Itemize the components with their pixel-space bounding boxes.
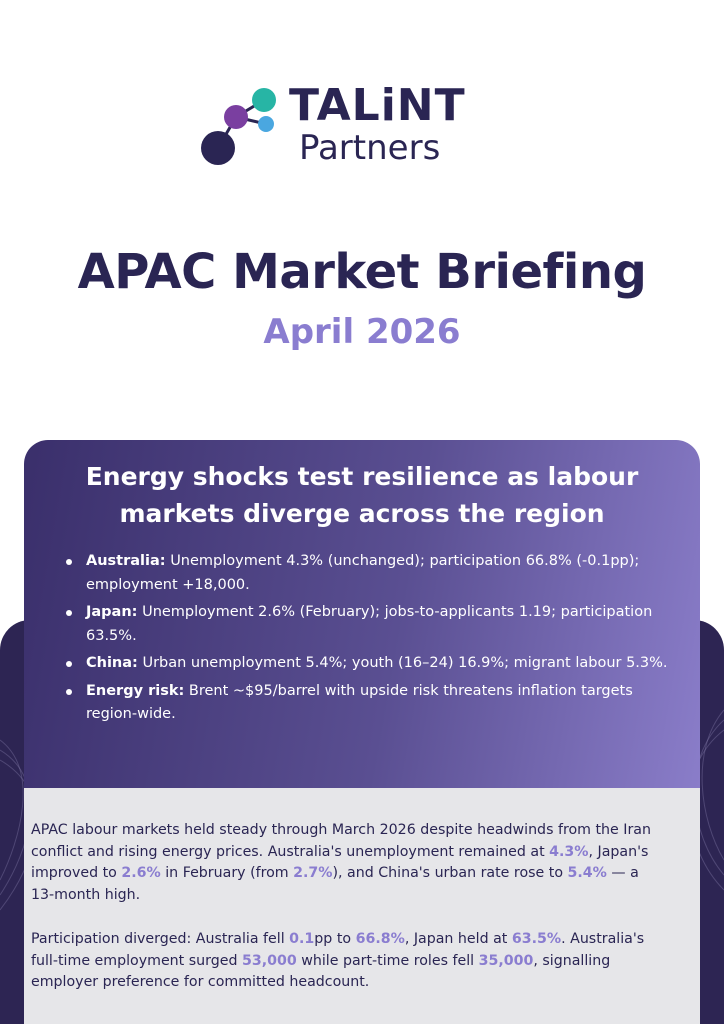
page-subtitle: April 2026 [263,312,461,352]
logo-molecule-icon [196,82,286,172]
card-header-gradient [24,440,700,788]
card-headline: Energy shocks test resilience as labour markets diverge across the region [85,462,639,528]
highlight-value: 53,000 [241,952,297,969]
bullet-dot-icon [66,610,72,616]
paragraph-text: , Japan held at [404,931,512,947]
paragraph-text: — a 13-month high. [31,865,639,903]
page-title: APAC Market Briefing [77,244,647,300]
bullet-label: Energy risk: [86,682,185,699]
paragraph-text: ), and China's urban rate rose to [332,865,568,881]
logo-name-line2: Partners [299,128,441,168]
summary-paragraph-1 [31,820,651,906]
bullet-text: Brent ~$95/barrel with upside risk threatens inflation targets region-wide. [86,682,633,722]
list-item-australia [64,550,674,597]
bullet-dot-icon [66,661,72,667]
bullet-label: Australia: [86,553,166,569]
bullet-text: Unemployment 2.6% (February); jobs-to-applicants 1.19; participation 63.5%. [86,604,653,644]
bullet-dot-icon [66,559,72,565]
list-item-energy-risk [64,680,674,727]
paragraph-text: , Japan's improved to [31,843,649,881]
highlight-value: 66.8% [355,931,405,947]
highlight-value: 2.6% [121,865,161,881]
list-item-japan [64,601,674,648]
highlight-value: 5.4% [567,865,607,881]
paragraph-text: Participation diverged: Australia fell [31,931,290,947]
paragraph-text: in February (from [160,865,294,881]
bullet-dot-icon [66,689,72,695]
paragraph-text: pp to [314,931,356,947]
summary-paragraph-2 [31,929,651,994]
paragraph-text: , signalling employer preference for committed headcount. [31,952,611,990]
key-stats-list [64,550,674,731]
highlight-value: 0.1 [289,931,315,947]
bullet-label: Japan: [86,604,138,620]
highlight-value: 63.5% [511,931,562,947]
highlight-value: 4.3% [549,843,589,860]
paragraph-text: . Australia's full-time employment surged [31,931,645,969]
list-item-china [64,652,674,676]
highlight-value: 2.7% [293,865,333,881]
bullet-text: Unemployment 4.3% (unchanged); participation 66.8% (-0.1pp); employment +18,000. [86,553,640,593]
highlight-value: 35,000 [478,952,534,969]
bullet-label: China: [86,655,138,671]
paragraph-text: while part-time roles fell [296,952,479,969]
talint-partners-logo [196,82,496,172]
bullet-text: Urban unemployment 5.4%; youth (16–24) 16.9%; migrant labour 5.3%. [142,655,668,671]
paragraph-text: APAC labour markets held steady through March 2026 despite headwinds from the Iran conflict and rising energy prices. Australia's unemployment remained at [31,822,651,860]
logo-name-line1: TALiNT [289,80,466,131]
